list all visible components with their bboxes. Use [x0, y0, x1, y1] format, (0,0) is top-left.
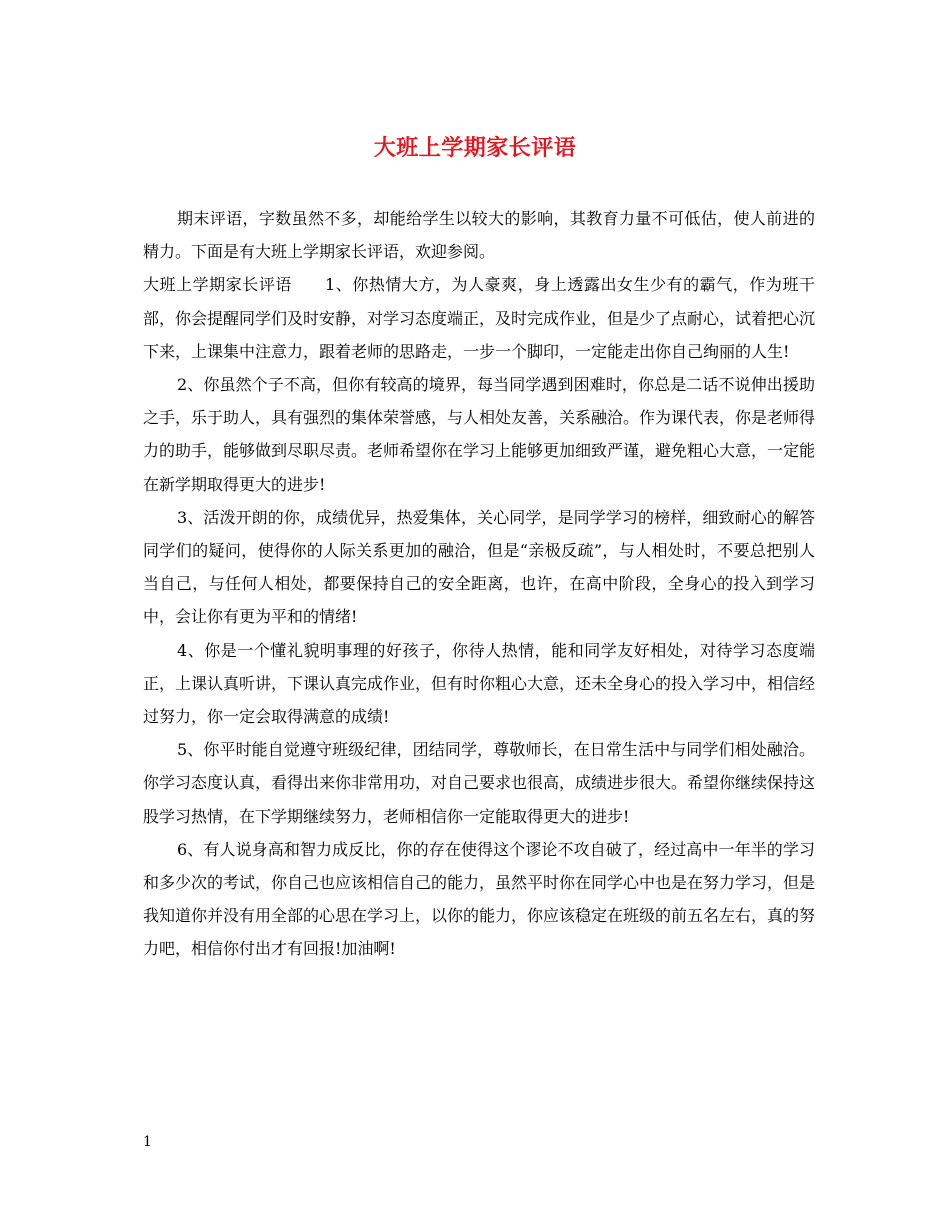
comment-paragraph-5: 5、你平时能自觉遵守班级纪律，团结同学，尊敬师长，在日常生活中与同学们相处融洽。你学习态度认真，看得出来你非常用功，对自己要求也很高，成绩进步很大。希望你继续保持这股学习热情，在下学期继续努力，老师相信你一定能取得更大的进步!: [143, 740, 816, 826]
comment-paragraph-4: 4、你是一个懂礼貌明事理的好孩子，你待人热情，能和同学友好相处，对待学习态度端正，上课认真听讲，下课认真完成作业，但有时你粗心大意，还未全身心的投入学习中，相信经过努力，你一定会取得满意的成绩!: [143, 640, 816, 727]
document-title: 大班上学期家长评语: [373, 135, 577, 161]
page-number: 1: [143, 1134, 152, 1150]
comment-paragraph-6: 6、有人说身高和智力成反比，你的存在使得这个谬论不攻自破了，经过高中一年半的学习和多少次的考试，你自己也应该相信自己的能力，虽然平时你在同学心中也是在努力学习，但是我知道你并没有用全部的心思在学习上，以你的能力，你应该稳定在班级的前五名左右，真的努力吧，相信你付出才有回报!加油啊!: [143, 839, 816, 959]
comment-paragraph-2: 2、你虽然个子不高，但你有较高的境界，每当同学遇到困难时，你总是二话不说伸出援助之手，乐于助人，具有强烈的集体荣誉感，与人相处友善，关系融洽。作为课代表，你是老师得力的助手，能够做到尽职尽责。老师希望你在学习上能够更加细致严谨，避免粗心大意，一定能在新学期取得更大的进步!: [143, 375, 816, 494]
comment-paragraph-3: 3、活泼开朗的你，成绩优异，热爱集体，关心同学，是同学学习的榜样，细致耐心的解答同学们的疑问，使得你的人际关系更加的融洽，但是“亲极反疏”，与人相处时，不要总把别人当自己，与任何人相处，都要保持自己的安全距离，也许，在高中阶段，全身心的投入到学习中，会让你有更为平和的情绪!: [143, 507, 815, 627]
document-body: [143, 202, 815, 966]
comment-paragraph-1: 大班上学期家长评语 1、你热情大方，为人豪爽，身上透露出女生少有的霸气，作为班干部，你会提醒同学们及时安静，对学习态度端正，及时完成作业，但是少了点耐心，试着把心沉下来，上课集中注意力，跟着老师的思路走，一步一个脚印，一定能走出你自己绚丽的人生!: [143, 275, 816, 361]
intro-paragraph: 期末评语，字数虽然不多，却能给学生以较大的影响，其教育力量不可低估，使人前进的精力。下面是有大班上学期家长评语，欢迎参阅。: [143, 209, 815, 262]
